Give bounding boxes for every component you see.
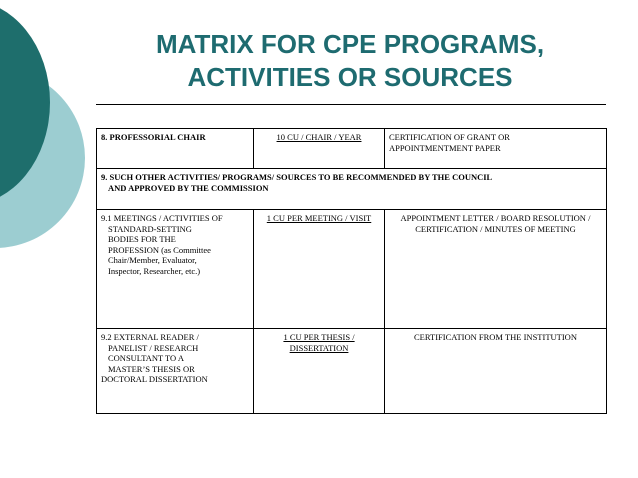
document-cell [384,129,606,169]
program-cell [97,329,254,414]
credit-label: 10 CU / CHAIR / YEAR [276,132,362,142]
slide-title-line-1: MATRIX FOR CPE PROGRAMS, [155,29,545,59]
document-cell [384,329,606,414]
table-row [97,210,607,329]
credit-label-line-1: 1 CU PER THESIS / [283,332,355,342]
document-cell [384,210,606,329]
slide-title-line-2: ACTIVITIES OR SOURCES [187,62,513,92]
document-label-line-1: APPOINTMENT LETTER / BOARD RESOLUTION / [400,213,591,223]
program-line: PROFESSION (as Committee [108,244,211,255]
cpe-matrix-table [96,128,607,414]
credit-label-line-2: DISSERTATION [289,342,349,353]
program-line: CONSULTANT TO A [108,353,184,363]
document-label-line-2: APPOINTMENTMENT PAPER [388,142,501,153]
document-label-line-1: CERTIFICATION OF GRANT OR [388,132,510,142]
program-line: DOCTORAL DISSERTATION [101,374,208,384]
program-line: 9.1 MEETINGS / ACTIVITIES OF [101,213,223,223]
table-row [97,129,607,169]
credit-label: 1 CU PER MEETING / VISIT [266,213,372,223]
program-line: 9.2 EXTERNAL READER / [101,332,199,342]
program-line: PANELIST / RESEARCH [108,342,199,353]
program-label: 8. PROFESSORIAL CHAIR [101,132,206,142]
section-heading-line-2: AND APPROVED BY THE COMMISSION [108,182,269,193]
document-label-line-2: CERTIFICATION / MINUTES OF MEETING [415,223,576,234]
program-line: BODIES FOR THE [108,234,176,244]
section-heading-cell [97,169,607,210]
credit-cell [254,329,385,414]
credit-cell [254,129,385,169]
program-line: Inspector, Researcher, etc.) [108,265,201,276]
program-line: Chair/Member, Evaluator, [108,255,197,265]
program-cell [97,129,254,169]
table-row [97,329,607,414]
table-row [97,169,607,210]
program-cell [97,210,254,329]
title-divider [96,104,606,105]
credit-cell [254,210,385,329]
slide-title [100,28,600,94]
program-line: STANDARD-SETTING [108,223,192,234]
document-label: CERTIFICATION FROM THE INSTITUTION [414,332,577,342]
section-heading-line-1: 9. SUCH OTHER ACTIVITIES/ PROGRAMS/ SOURCES TO BE RECOMMENDED BY THE COUNCIL [101,172,493,182]
program-line: MASTER’S THESIS OR [108,363,195,374]
